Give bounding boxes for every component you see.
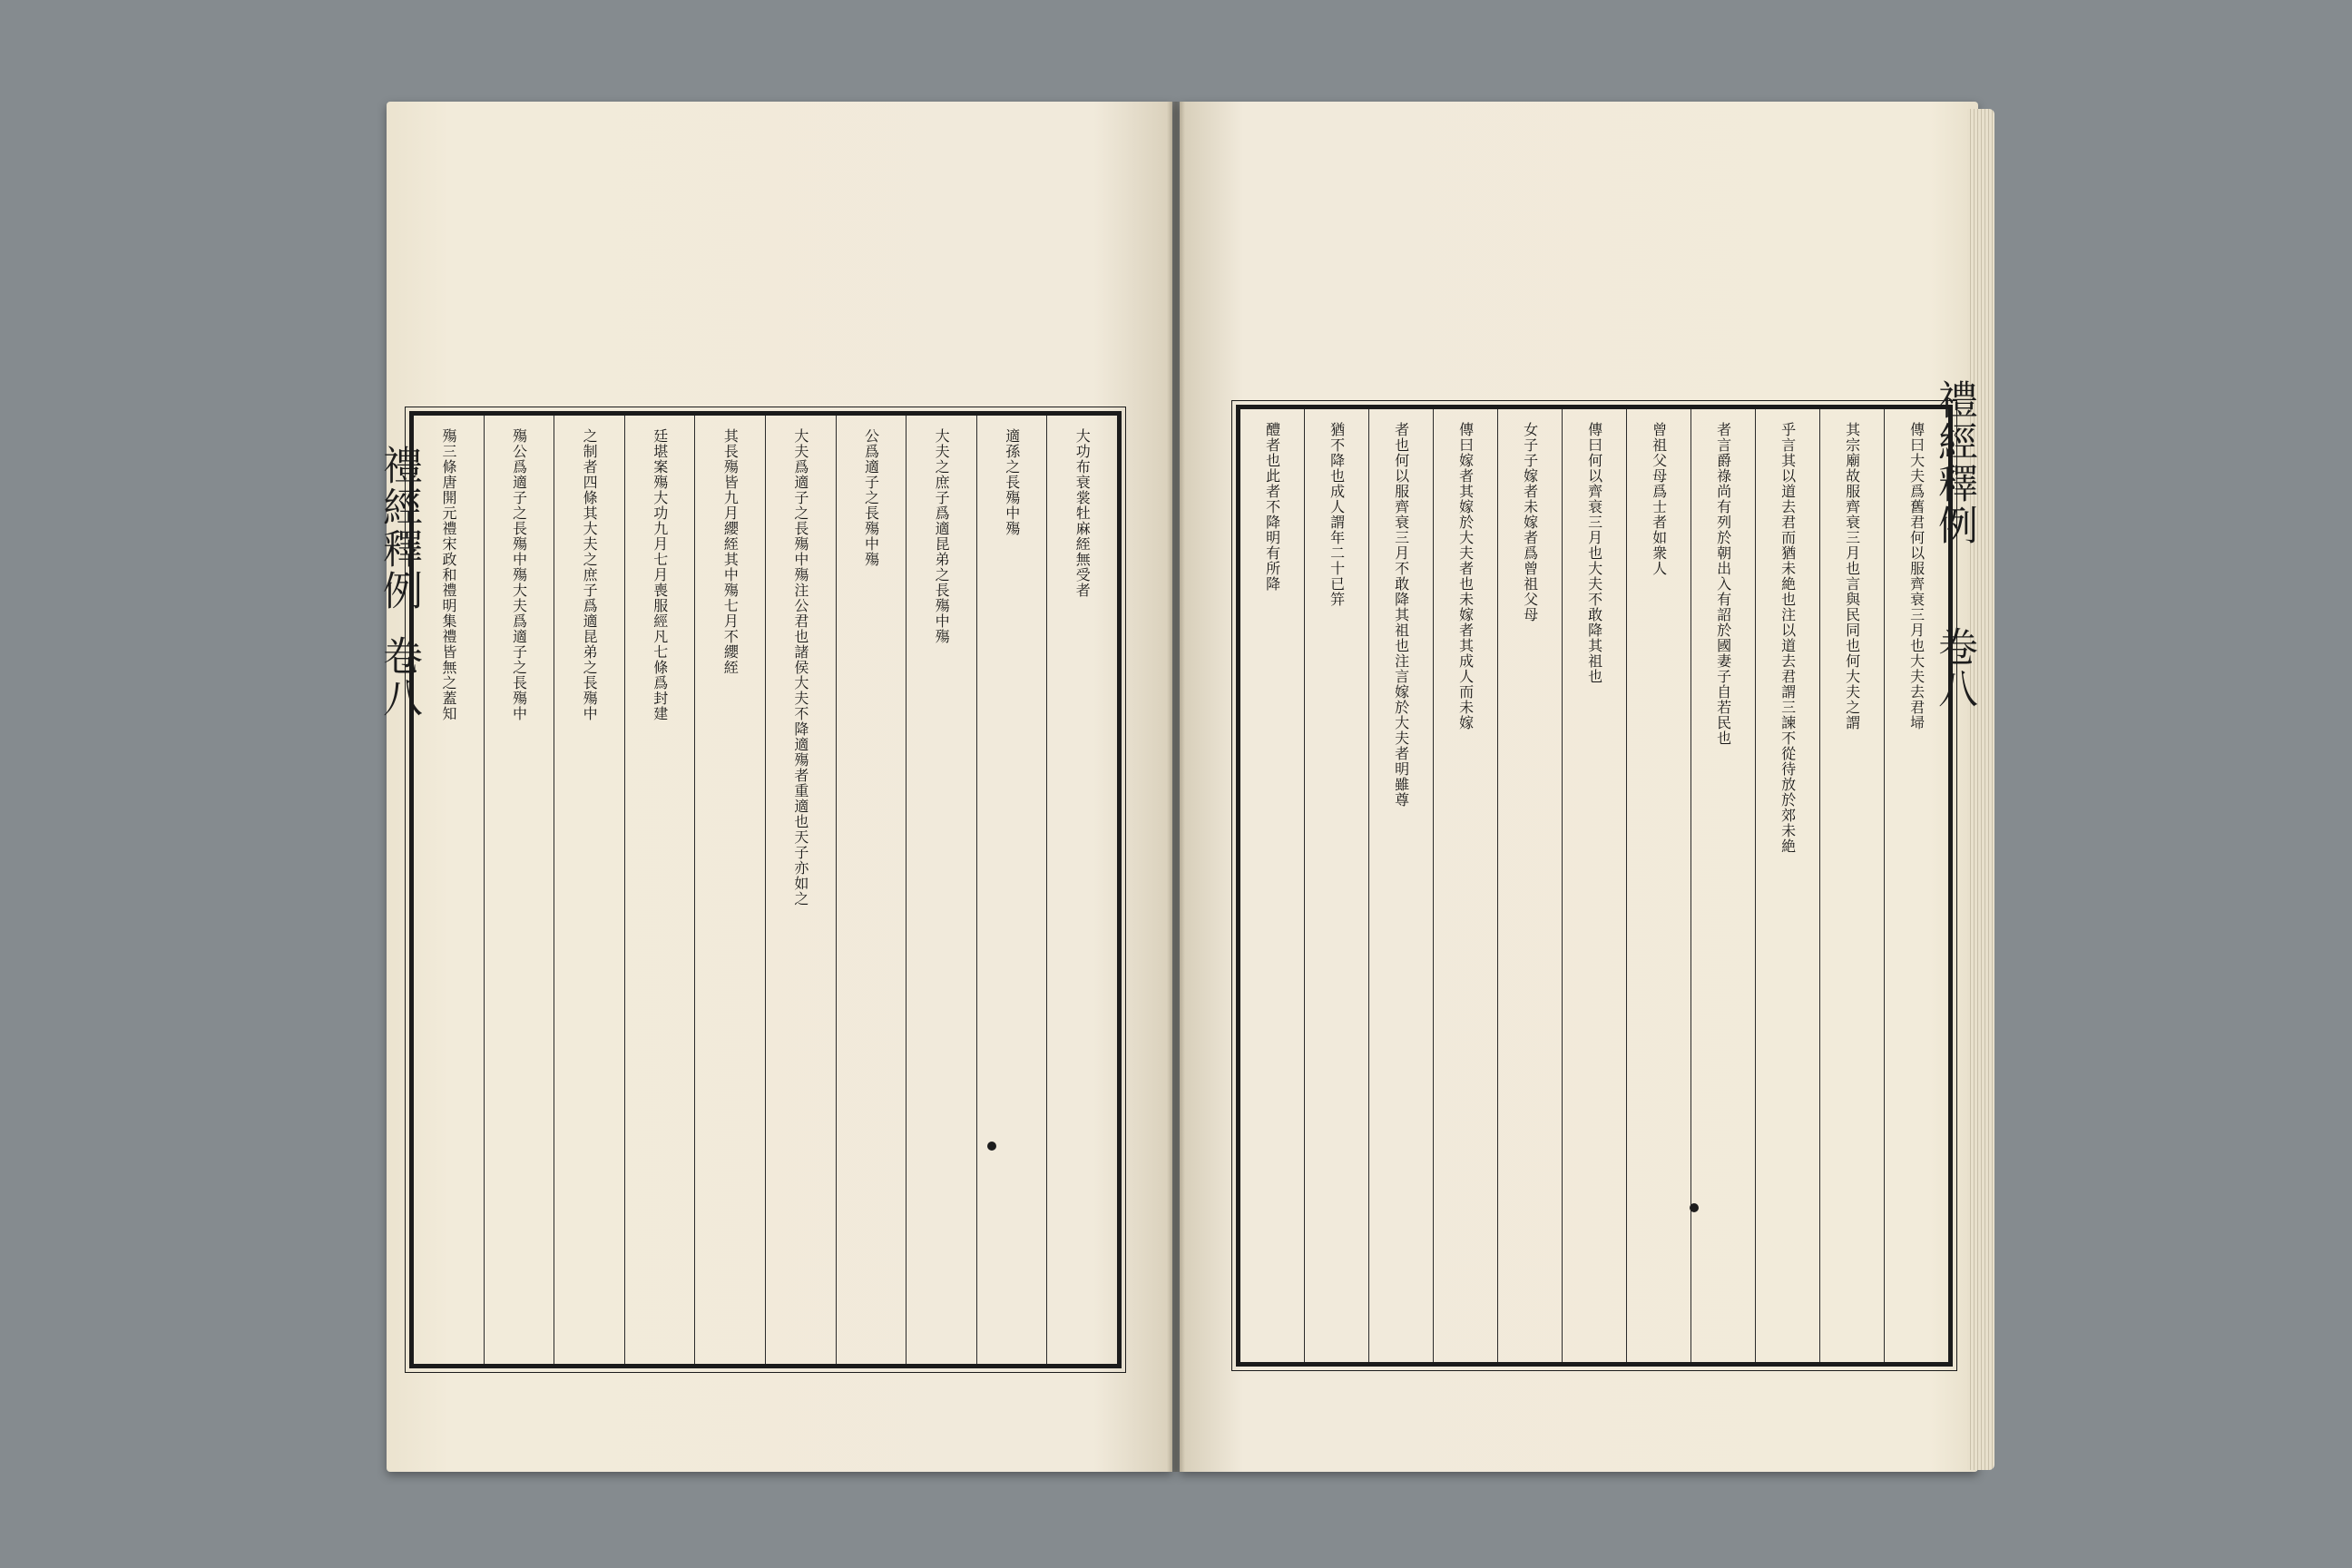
- column-text: 傳曰何以齊衰三月也大夫不敢降其祖也: [1585, 422, 1603, 684]
- column-text: 其長殤皆九月纓絰其中殤七月不纓絰: [721, 428, 740, 675]
- left-text-frame: [409, 411, 1122, 1368]
- text-column: [836, 416, 906, 1364]
- column-text: 殤公爲適子之長殤中殤大夫爲適子之長殤中: [510, 428, 528, 721]
- text-column: [624, 416, 695, 1364]
- column-text: 曾祖父母爲士者如衆人: [1650, 422, 1668, 576]
- text-column: [1304, 409, 1368, 1362]
- column-text: 大功布衰裳牡麻絰無受者: [1073, 428, 1092, 598]
- text-column: [484, 416, 554, 1364]
- text-column: [1562, 409, 1626, 1362]
- text-column: [554, 416, 624, 1364]
- right-columns: [1240, 409, 1948, 1362]
- column-text: 公爲適子之長殤中殤: [862, 428, 880, 567]
- left-margin-title-text: 禮經釋例: [376, 445, 422, 612]
- column-text: 者言爵祿尚有列於朝出入有詔於國妻子自若民也: [1714, 422, 1732, 746]
- column-text: 之制者四條其大夫之庶子爲適昆弟之長殤中: [581, 428, 599, 721]
- text-column: [1046, 416, 1117, 1364]
- column-text: 傳曰嫁者其嫁於大夫者也未嫁者其成人而未嫁: [1456, 422, 1475, 730]
- text-column: [414, 416, 484, 1364]
- column-text: 適孫之長殤中殤: [1003, 428, 1021, 536]
- column-text: 傳曰大夫爲舊君何以服齊衰三月也大夫去君埽: [1907, 422, 1926, 730]
- text-column: [1755, 409, 1819, 1362]
- right-margin-title-text: 禮經釋例: [1931, 379, 1977, 546]
- column-text: 乎言其以道去君而猶未絶也注以道去君謂三諫不從待放於郊未絶: [1779, 422, 1797, 854]
- text-column: [1240, 409, 1304, 1362]
- right-margin-volume: [1913, 626, 1994, 808]
- text-column: [1690, 409, 1755, 1362]
- text-column: [1819, 409, 1884, 1362]
- left-margin-volume-text: 卷八: [376, 635, 422, 719]
- column-text: 大夫爲適子之長殤中殤注公君也諸侯大夫不降適殤者重適也天子亦如之: [791, 428, 809, 906]
- text-column: [1626, 409, 1690, 1362]
- column-text: 大夫之庶子爲適昆弟之長殤中殤: [933, 428, 951, 644]
- column-text: 廷堪案殤大功九月七月喪服經凡七條爲封建: [651, 428, 669, 721]
- text-column: [1368, 409, 1433, 1362]
- punctuation-dot: [1690, 1203, 1699, 1212]
- text-column: [906, 416, 976, 1364]
- text-column: [765, 416, 836, 1364]
- column-text: 猶不降也成人謂年二十已笄: [1328, 422, 1346, 607]
- punctuation-dot: [987, 1142, 996, 1151]
- right-text-frame: [1236, 405, 1953, 1367]
- column-text: 其宗廟故服齊衰三月也言與民同也何大夫之謂: [1843, 422, 1861, 730]
- text-column: [1433, 409, 1497, 1362]
- column-text: 女子子嫁者未嫁者爲曾祖父母: [1521, 422, 1539, 622]
- text-column: [694, 416, 765, 1364]
- book-gutter: [1167, 102, 1185, 1472]
- text-column: [1497, 409, 1562, 1362]
- column-text: 者也何以服齊衰三月不敢降其祖也注言嫁於大夫者明雖尊: [1392, 422, 1410, 808]
- right-margin-volume-text: 卷八: [1931, 626, 1977, 710]
- column-text: 醴者也此者不降明有所降: [1263, 422, 1281, 592]
- text-column: [976, 416, 1047, 1364]
- column-text: 殤三條唐開元禮宋政和禮明集禮皆無之蓋知: [439, 428, 457, 721]
- left-columns: [414, 416, 1117, 1364]
